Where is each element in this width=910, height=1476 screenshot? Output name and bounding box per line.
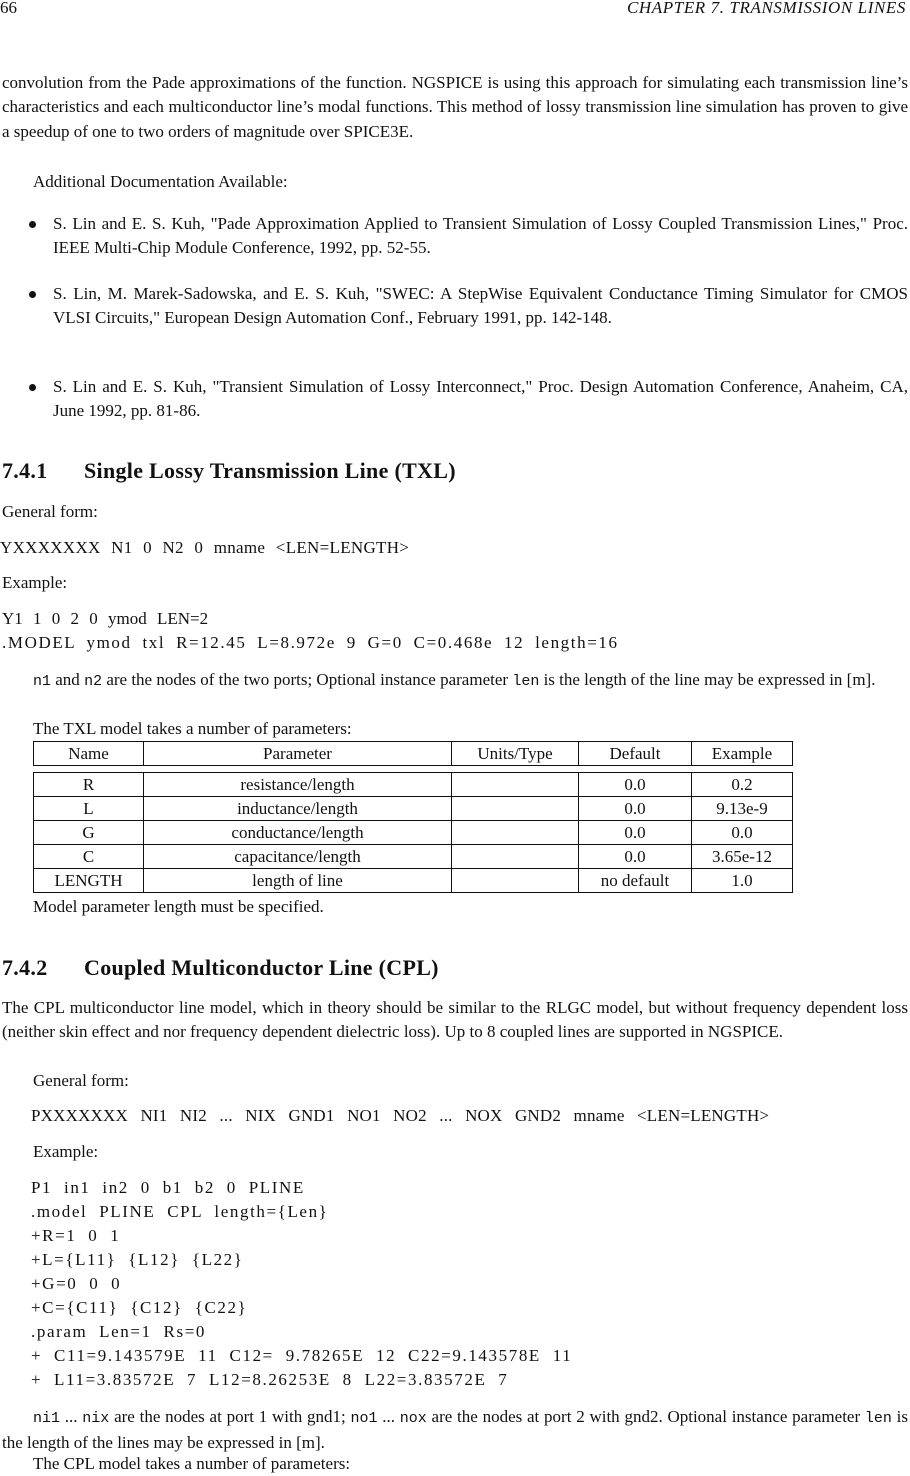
example-label: Example: (2, 573, 68, 592)
txl-parameter-table (33, 741, 793, 893)
example-label: Example: (33, 1142, 99, 1161)
bullet-icon (29, 291, 36, 298)
table-row (34, 845, 793, 869)
section-title: Single Lossy Transmission Line (TXL) (84, 458, 456, 483)
cpl-general-form: PXXXXXXX NI1 NI2 ... NIX GND1 NO1 NO2 ... NOX GND2 mname <LEN=LENGTH> (31, 1106, 770, 1125)
table-cell: L (34, 797, 144, 821)
text-fragment: and (51, 670, 85, 689)
table-cell (452, 797, 579, 821)
reference-text: S. Lin and E. S. Kuh, "Pade Approximation Applied to Transient Simulation of Lossy Coupled Transmission Lines," Proc. IEEE Multi-Chip Module Conference, 1992, pp. 52-55. (53, 214, 908, 258)
intro-paragraph: convolution from the Pade approximations of the function. NGSPICE is using this approach for simulating each transmission line’s characteristics and each multiconductor line’s modal functions. This method of lossy transmission line simulation has proven to give a speedup of one to two orders of magnitude over SPICE3E. (2, 73, 908, 141)
bullet-icon (29, 221, 36, 228)
table-cell: capacitance/length (144, 845, 452, 869)
table-cell: 1.0 (692, 869, 793, 893)
table-row (34, 821, 793, 845)
table-cell: 0.0 (579, 845, 692, 869)
table-cell: inductance/length (144, 797, 452, 821)
text-fragment: is the length of the line may be expressed in [m]. (539, 670, 876, 689)
text-fragment: ... (377, 1407, 400, 1426)
reference-item (0, 282, 908, 331)
table-cell: R (34, 773, 144, 797)
txl-nodes-paragraph (2, 668, 908, 694)
table-cell: 0.0 (579, 773, 692, 797)
cpl-example-line: .param Len=1 Rs=0 (31, 1322, 206, 1341)
table-cell: 9.13e-9 (692, 797, 793, 821)
cpl-example-line: +G=0 0 0 (31, 1274, 122, 1293)
text-fragment: are the nodes of the two ports; Optional instance parameter (102, 670, 513, 689)
bullet-icon (29, 384, 36, 391)
section-title: Coupled Multiconductor Line (CPL) (84, 955, 439, 980)
table-cell (452, 821, 579, 845)
table-cell: resistance/length (144, 773, 452, 797)
code-term: nox (399, 1410, 427, 1427)
text-fragment: are the nodes at port 1 with gnd1; (109, 1407, 351, 1426)
txl-example-line: Y1 1 0 2 0 ymod LEN=2 (2, 609, 209, 628)
reference-item (0, 375, 908, 424)
table-cell (452, 869, 579, 893)
general-form-label: General form: (33, 1071, 129, 1090)
table-cell: 0.0 (579, 821, 692, 845)
cpl-example-line: + C11=9.143579E 11 C12= 9.78265E 12 C22=9.143578E 11 (31, 1346, 573, 1365)
txl-general-form: YXXXXXXX N1 0 N2 0 mname <LEN=LENGTH> (0, 538, 410, 557)
code-term: ni1 (33, 1410, 61, 1427)
code-term: len (512, 673, 540, 690)
section-heading-cpl (2, 955, 439, 981)
cpl-nodes-paragraph (2, 1405, 908, 1456)
section-number: 7.4.1 (2, 458, 48, 483)
table-cell: 0.2 (692, 773, 793, 797)
table-header: Default (579, 742, 692, 766)
text-fragment: is the length of the lines may be expressed in [m]. (2, 1407, 909, 1453)
cpl-example-line: +C={C11} {C12} {C22} (31, 1298, 248, 1317)
txl-note: Model parameter length must be specified. (33, 897, 324, 916)
text-fragment: are the nodes at port 2 with gnd2. Optional instance parameter (426, 1407, 865, 1426)
table-header: Name (34, 742, 144, 766)
page-number: 66 (0, 0, 17, 17)
cpl-description: The CPL multiconductor line model, which in theory should be similar to the RLGC model, but without frequency dependent loss (neither skin effect and nor frequency dependent dielectric loss). Up to 8 coupled lines are supported in NGSPICE. (2, 998, 908, 1042)
section-heading-txl (2, 458, 456, 484)
txl-example-line: .MODEL ymod txl R=12.45 L=8.972e 9 G=0 C=0.468e 12 length=16 (2, 633, 619, 652)
additional-doc-label: Additional Documentation Available: (33, 172, 288, 191)
table-header-row (34, 742, 793, 766)
table-cell: no default (579, 869, 692, 893)
table-cell: 0.0 (579, 797, 692, 821)
cpl-example-line: P1 in1 in2 0 b1 b2 0 PLINE (31, 1178, 305, 1197)
table-cell: LENGTH (34, 869, 144, 893)
cpl-example-line: + L11=3.83572E 7 L12=8.26253E 8 L22=3.83572E 7 (31, 1370, 509, 1389)
reference-text: S. Lin, M. Marek-Sadowska, and E. S. Kuh, "SWEC: A StepWise Equivalent Conductance Timing Simulator for CMOS VLSI Circuits," European Design Automation Conf., February 1991, pp. 142-148. (53, 284, 908, 328)
table-cell (452, 845, 579, 869)
table-cell: 3.65e-12 (692, 845, 793, 869)
general-form-label: General form: (2, 502, 98, 521)
cpl-params-intro: The CPL model takes a number of parameters: (33, 1454, 351, 1473)
cpl-example-line: +R=1 0 1 (31, 1226, 121, 1245)
cpl-example-line: .model PLINE CPL length={Len} (31, 1202, 329, 1221)
code-term: no1 (350, 1410, 378, 1427)
running-header: CHAPTER 7. TRANSMISSION LINES (626, 0, 906, 17)
code-term: len (864, 1410, 892, 1427)
cpl-example-line: +L={L11} {L12} {L22} (31, 1250, 244, 1269)
table-header: Parameter (144, 742, 452, 766)
code-term: nix (82, 1410, 110, 1427)
table-row (34, 869, 793, 893)
reference-item (0, 212, 908, 261)
table-cell: conductance/length (144, 821, 452, 845)
section-number: 7.4.2 (2, 955, 48, 980)
code-term: n1 (33, 673, 52, 690)
table-header: Example (692, 742, 793, 766)
code-term: n2 (84, 673, 103, 690)
table-row (34, 773, 793, 797)
table-cell: length of line (144, 869, 452, 893)
table-cell: C (34, 845, 144, 869)
text-fragment: ... (60, 1407, 83, 1426)
table-cell (452, 773, 579, 797)
table-cell: G (34, 821, 144, 845)
reference-text: S. Lin and E. S. Kuh, "Transient Simulation of Lossy Interconnect," Proc. Design Automation Conference, Anaheim, CA, June 1992, pp. 81-86. (53, 377, 908, 421)
table-row (34, 797, 793, 821)
table-header: Units/Type (452, 742, 579, 766)
table-cell: 0.0 (692, 821, 793, 845)
txl-params-intro: The TXL model takes a number of parameters: (33, 719, 352, 738)
